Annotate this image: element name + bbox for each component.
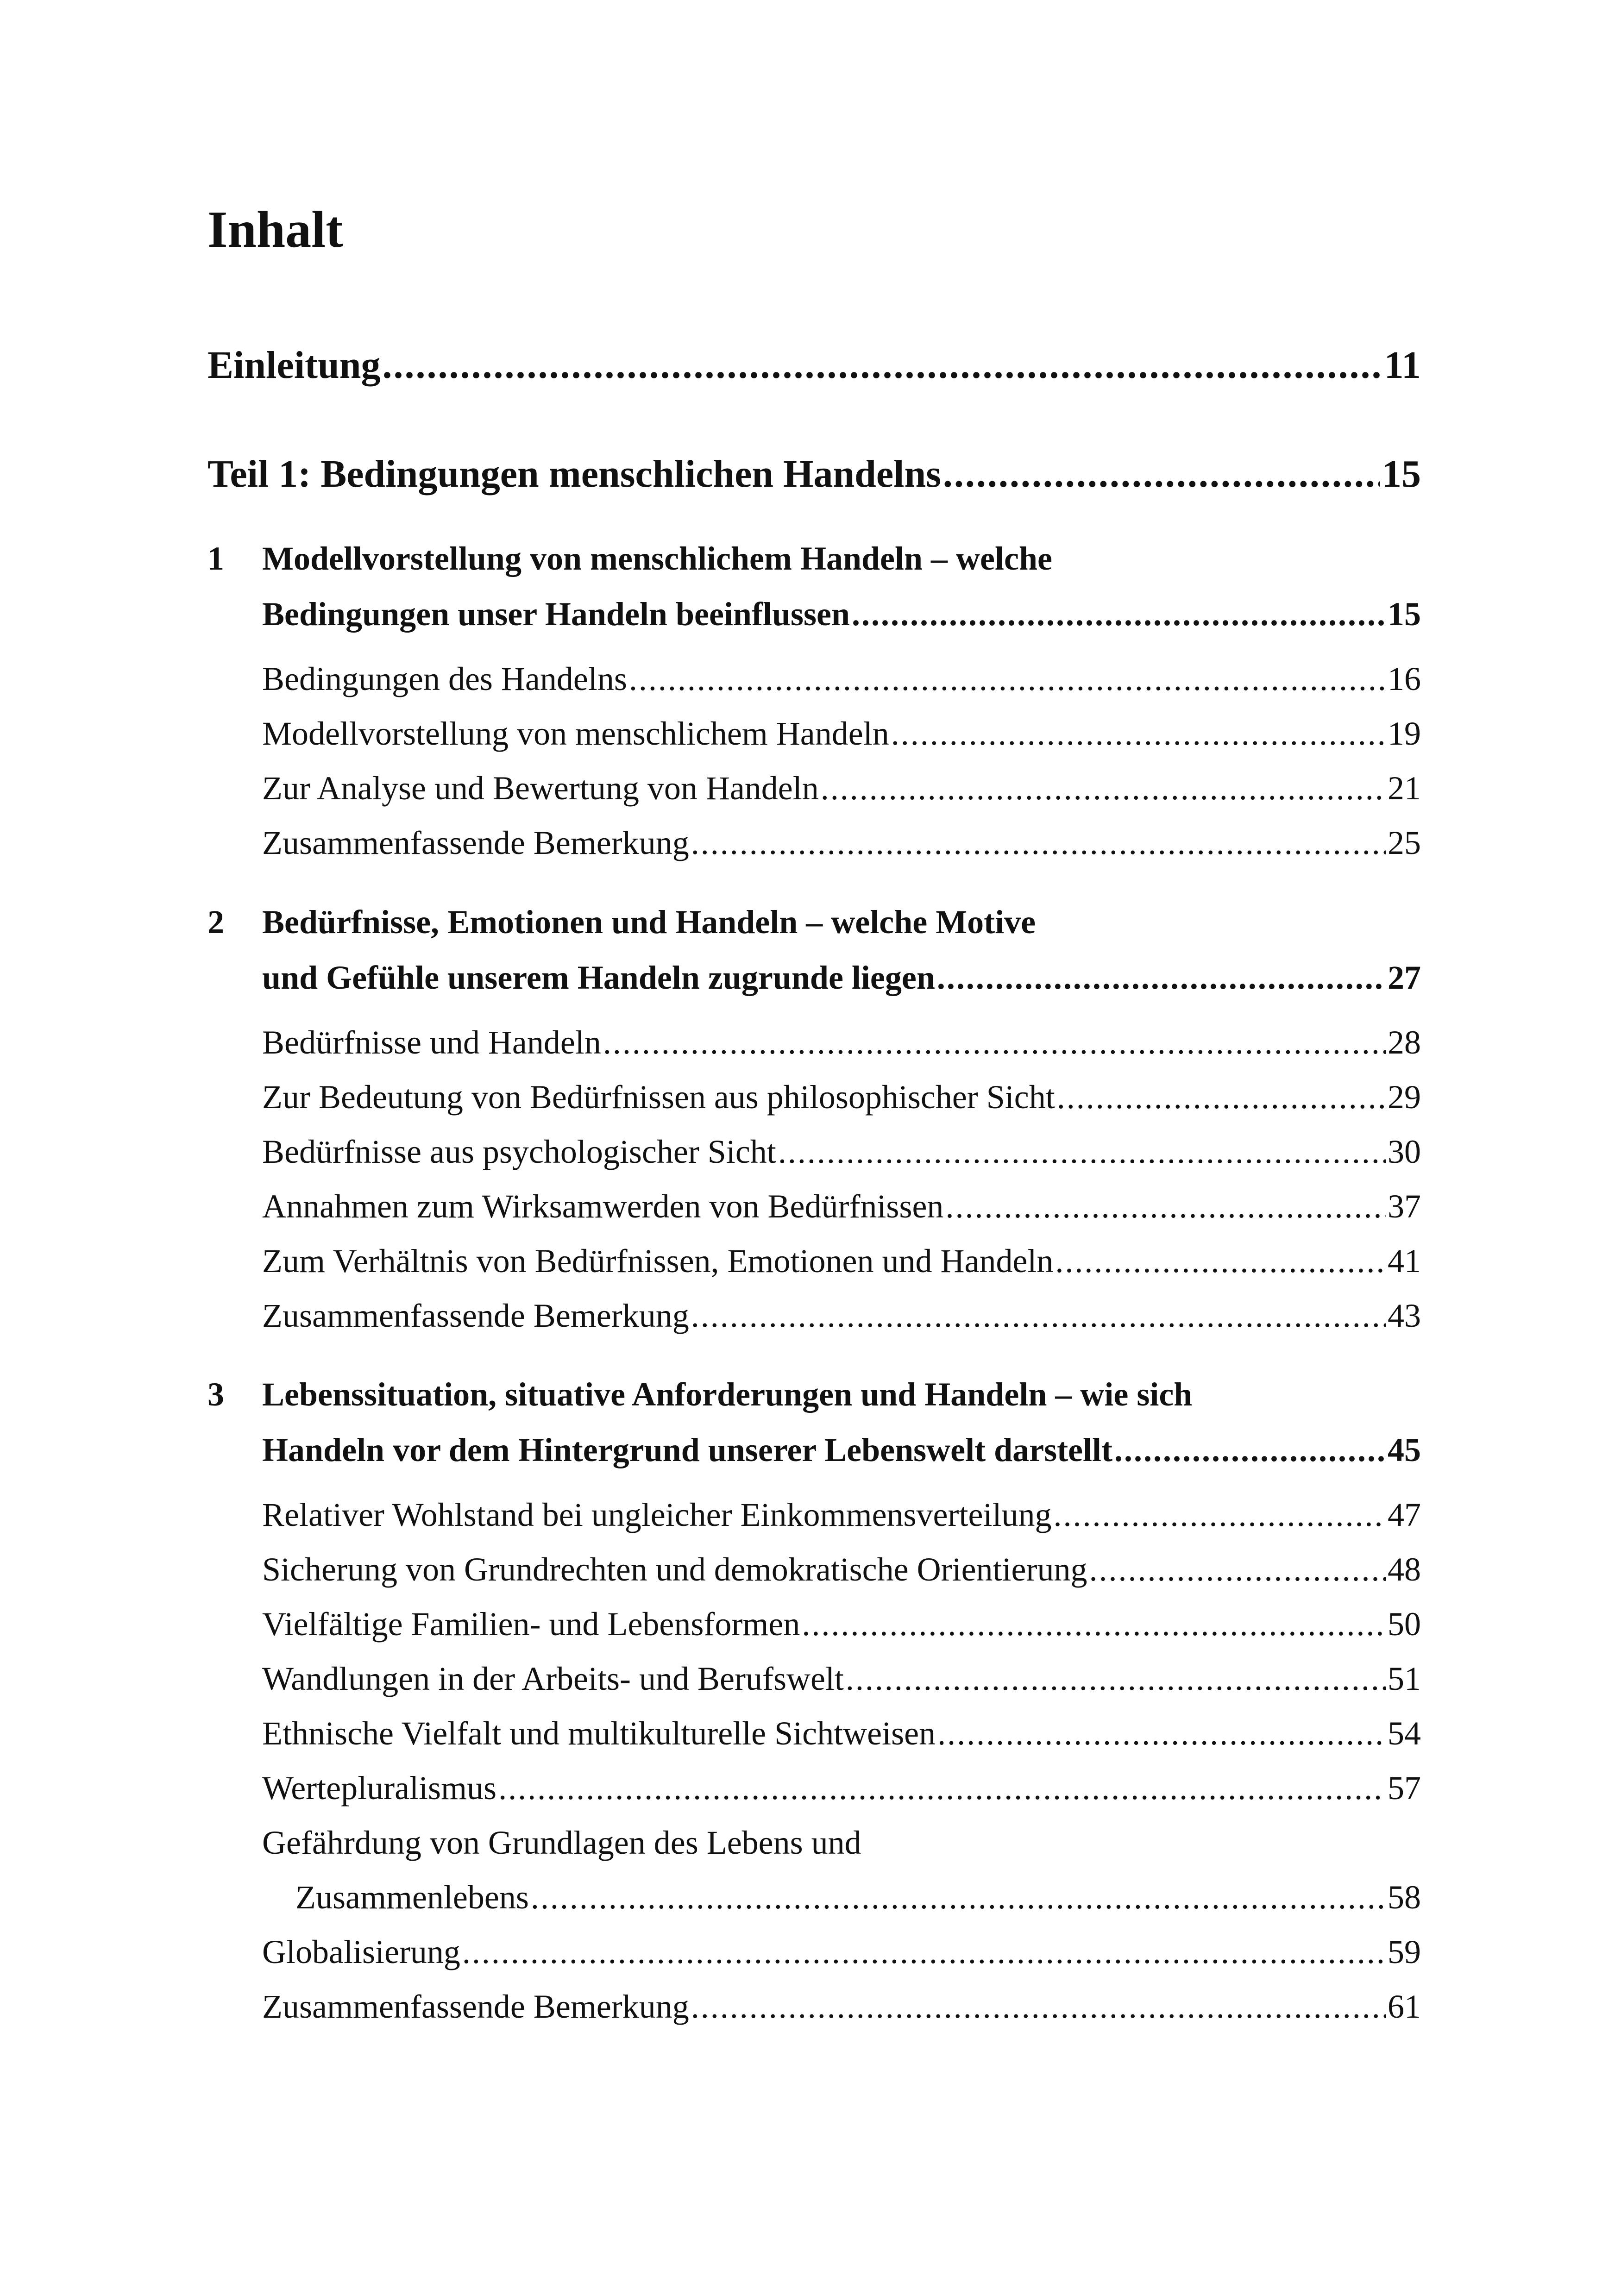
toc-label-line1[interactable]: Gefährdung von Grundlagen des Lebens und: [262, 1824, 861, 1861]
toc-label: Wandlungen in der Arbeits- und Berufswelt: [262, 1660, 844, 1697]
toc-label: Zur Bedeutung von Bedürfnissen aus philosophischer Sicht: [262, 1079, 1055, 1116]
page-number: 29: [1388, 1079, 1421, 1116]
page-number: 16: [1388, 660, 1421, 697]
toc-label: Zusammenfassende Bemerkung: [262, 824, 689, 861]
toc-entry-section[interactable]: [262, 1605, 1421, 1644]
toc-label: Zusammenlebens: [295, 1879, 529, 1916]
chapter-number: 2: [207, 903, 224, 941]
toc-entry-chapter-2[interactable]: [262, 959, 1421, 997]
page-number: 41: [1388, 1242, 1421, 1280]
page-number: 19: [1388, 715, 1421, 752]
toc-entry-part1[interactable]: [207, 452, 1421, 496]
toc-label: Teil 1: Bedingungen menschlichen Handelns: [207, 452, 941, 496]
toc-label: Zusammenfassende Bemerkung: [262, 1297, 689, 1334]
toc-label: Zusammenfassende Bemerkung: [262, 1988, 689, 2025]
leader-dots: [821, 769, 1386, 808]
toc-label: Handeln vor dem Hintergrund unserer Lebenswelt darstellt: [262, 1431, 1112, 1468]
chapter-number: 3: [207, 1376, 224, 1413]
page-number: 59: [1388, 1933, 1421, 1970]
toc-label: Sicherung von Grundrechten und demokratische Orientierung: [262, 1551, 1087, 1588]
page-number: 25: [1388, 824, 1421, 861]
toc-label: Bedürfnisse aus psychologischer Sicht: [262, 1133, 776, 1170]
page-number: 57: [1388, 1769, 1421, 1807]
leader-dots: [1055, 1242, 1386, 1280]
page-number: 51: [1388, 1660, 1421, 1697]
toc-entry-section[interactable]: [262, 660, 1421, 698]
toc-entry-section[interactable]: [262, 1988, 1421, 2026]
toc-label: Bedürfnisse und Handeln: [262, 1024, 601, 1061]
toc-label: und Gefühle unserem Handeln zugrunde liegen: [262, 959, 935, 996]
leader-dots: [1089, 1550, 1386, 1589]
page-number: 15: [1388, 596, 1421, 633]
toc-entry-chapter-1[interactable]: [262, 595, 1421, 634]
leader-dots: [691, 824, 1386, 862]
toc-entry-section[interactable]: [262, 1297, 1421, 1335]
toc-label: Annahmen zum Wirksamwerden von Bedürfnissen: [262, 1188, 944, 1225]
leader-dots: [1114, 1431, 1386, 1469]
page-number: 28: [1388, 1024, 1421, 1061]
toc-entry-section[interactable]: [262, 1187, 1421, 1226]
page-number: 61: [1388, 1988, 1421, 2025]
leader-dots: [945, 1187, 1386, 1226]
page-title: Inhalt: [207, 201, 343, 258]
toc-label: Zur Analyse und Bewertung von Handeln: [262, 770, 819, 807]
toc-entry-section[interactable]: [262, 715, 1421, 753]
toc-label: Bedingungen unser Handeln beeinflussen: [262, 596, 850, 633]
toc-entry-section[interactable]: [262, 1769, 1421, 1807]
page-number: 50: [1388, 1606, 1421, 1643]
page-number: 21: [1388, 770, 1421, 807]
toc-label: Vielfältige Familien- und Lebensformen: [262, 1606, 800, 1643]
leader-dots: [1057, 1078, 1386, 1117]
toc-entry-section[interactable]: [262, 1023, 1421, 1062]
leader-dots: [531, 1878, 1386, 1917]
leader-dots: [802, 1605, 1386, 1644]
toc-entry-section[interactable]: [262, 1078, 1421, 1117]
leader-dots: [891, 715, 1386, 753]
leader-dots: [691, 1988, 1386, 2026]
toc-label: Einleitung: [207, 344, 381, 387]
toc-label: Zum Verhältnis von Bedürfnissen, Emotionen und Handeln: [262, 1242, 1054, 1280]
page-number: 47: [1388, 1496, 1421, 1533]
leader-dots: [943, 452, 1380, 496]
leader-dots: [1053, 1496, 1386, 1534]
leader-dots: [937, 959, 1386, 997]
leader-dots: [846, 1660, 1386, 1698]
toc-label: Wertepluralismus: [262, 1769, 497, 1807]
page-number: 30: [1388, 1133, 1421, 1170]
toc-entry-section[interactable]: [262, 769, 1421, 808]
page-number: 48: [1388, 1551, 1421, 1588]
toc-entry-section[interactable]: [262, 824, 1421, 862]
page-number: 54: [1388, 1715, 1421, 1752]
toc-entry-intro[interactable]: [207, 343, 1421, 388]
page-number: 27: [1388, 959, 1421, 996]
toc-label: Bedingungen des Handelns: [262, 660, 627, 697]
leader-dots: [603, 1023, 1386, 1062]
toc-entry-section[interactable]: [262, 1242, 1421, 1280]
page-number: 43: [1388, 1297, 1421, 1334]
chapter-title-line1[interactable]: Bedürfnisse, Emotionen und Handeln – welche Motive: [262, 903, 1036, 941]
leader-dots: [852, 595, 1386, 634]
chapter-title-line1[interactable]: Lebenssituation, situative Anforderungen und Handeln – wie sich: [262, 1376, 1193, 1413]
toc-entry-section[interactable]: [262, 1133, 1421, 1171]
toc-entry-section[interactable]: [295, 1878, 1421, 1917]
page-number: 11: [1384, 344, 1421, 387]
page-number: 45: [1388, 1431, 1421, 1468]
toc-entry-section[interactable]: [262, 1660, 1421, 1698]
toc-entry-section[interactable]: [262, 1714, 1421, 1753]
leader-dots: [629, 660, 1386, 698]
leader-dots: [462, 1933, 1386, 1971]
toc-entry-section[interactable]: [262, 1933, 1421, 1971]
page-number: 58: [1388, 1879, 1421, 1916]
leader-dots: [382, 343, 1382, 388]
toc-label: Modellvorstellung von menschlichem Handeln: [262, 715, 889, 752]
chapter-title-line1[interactable]: Modellvorstellung von menschlichem Handeln – welche: [262, 540, 1052, 577]
page-number: 15: [1382, 452, 1421, 496]
leader-dots: [691, 1297, 1386, 1335]
toc-label: Ethnische Vielfalt und multikulturelle Sichtweisen: [262, 1715, 936, 1752]
toc-entry-section[interactable]: [262, 1550, 1421, 1589]
toc-label: Relativer Wohlstand bei ungleicher Einkommensverteilung: [262, 1496, 1052, 1533]
leader-dots: [498, 1769, 1386, 1807]
toc-label: Globalisierung: [262, 1933, 460, 1970]
leader-dots: [778, 1133, 1386, 1171]
page-number: 37: [1388, 1188, 1421, 1225]
toc-entry-chapter-3[interactable]: [262, 1431, 1421, 1469]
leader-dots: [937, 1714, 1386, 1753]
toc-entry-section[interactable]: [262, 1496, 1421, 1534]
chapter-number: 1: [207, 540, 224, 577]
